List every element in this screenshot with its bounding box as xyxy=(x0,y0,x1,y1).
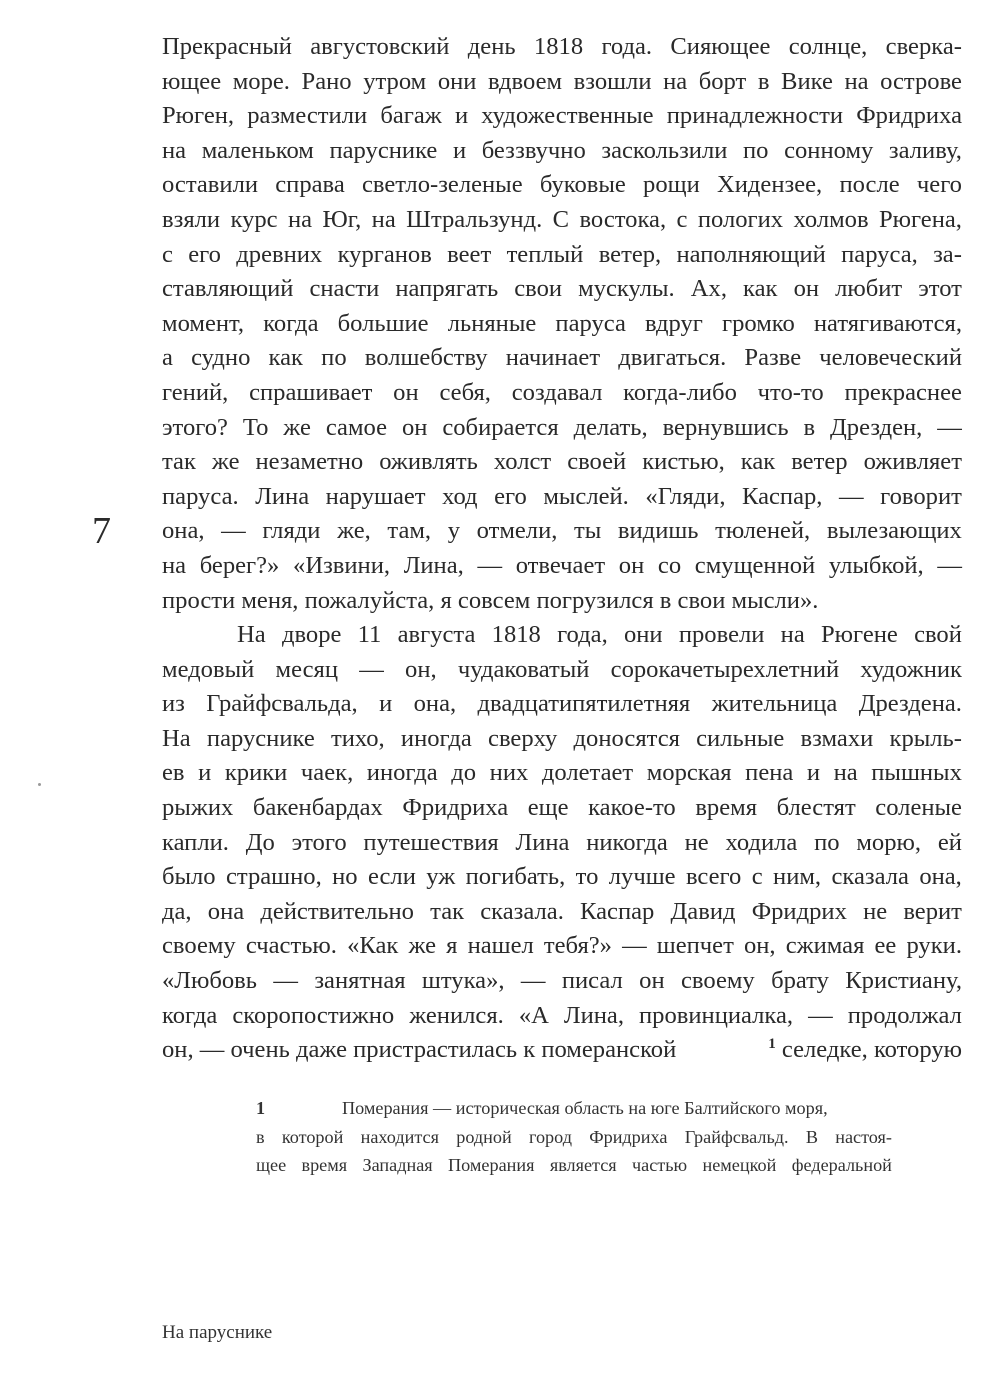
text-line: рыжих бакенбардах Фридриха еще какое-то время блестят соленые xyxy=(162,794,962,822)
text-line: ющее море. Рано утром они вдвоем взошли на борт в Вике на острове xyxy=(162,67,962,95)
text-line: оставили справа светло-зеленые буковые рощи Хидензее, после чего xyxy=(162,171,962,199)
text-line: На паруснике тихо, иногда сверху доносятся сильные взмахи крыль- xyxy=(162,724,962,752)
text-line: она, — гляди же, там, у отмели, ты видишь тюленей, вылезающих xyxy=(162,517,962,545)
text-line: Рюген, разместили багаж и художественные принадлежности Фридриха xyxy=(162,102,962,130)
text-line: а судно как по волшебству начинает двигаться. Разве человеческий xyxy=(162,344,962,372)
text-line: взяли курс на Юг, на Штральзунд. С востока, с пологих холмов Рюгена, xyxy=(162,205,962,233)
text-line: Прекрасный августовский день 1818 года. Сияющее солнце, сверка- xyxy=(162,33,962,60)
text-line: когда скоропостижно женился. «А Лина, провинциалка, — продолжал xyxy=(162,1001,962,1029)
footnote-first-line xyxy=(256,1094,892,1123)
text-line: было страшно, но если уж погибать, то лучше всего с ним, сказала она, xyxy=(162,863,962,891)
footnote-lines xyxy=(256,1123,892,1180)
running-footer: На паруснике xyxy=(162,1322,273,1343)
text-line: На дворе 11 августа 1818 года, они провели на Рюгене свой xyxy=(237,621,962,649)
text-line: так же незаметно оживлять холст своей кистью, как ветер оживляет xyxy=(162,448,962,476)
text-line: из Грайфсвальда, и она, двадцатипятилетняя жительница Дрездена. xyxy=(162,690,962,718)
text-line: своему счастью. «Как же я нашел тебя?» — шепчет он, сжимая ее руки. xyxy=(162,932,962,960)
final-line-after-ref: селедке, которую xyxy=(781,1036,962,1064)
text-line: гений, спрашивает он себя, создавал когда-либо что-то прекраснее xyxy=(162,378,962,406)
final-line-after-wrap xyxy=(768,1033,962,1068)
text-line: с его древних курганов веет теплый ветер, наполняющий паруса, за- xyxy=(162,240,962,268)
text-line: медовый месяц — он, чудаковатый сорокачетырехлетний художник xyxy=(162,655,962,683)
footnote xyxy=(256,1094,892,1180)
footnote-number: 1 xyxy=(256,1098,266,1118)
final-line-before-ref: он, — очень даже пристрастилась к померанской xyxy=(162,1036,677,1064)
text-line: этого? То же самое он собирается делать, вернувшись в Дрезден, — xyxy=(162,413,962,441)
text-line: ев и крики чаек, иногда до них долетает морская пена и на пышных xyxy=(162,759,962,787)
text-line: паруса. Лина нарушает ход его мыслей. «Гляди, Каспар, — говорит xyxy=(162,482,962,510)
margin-speck xyxy=(38,783,41,786)
text-line: момент, когда большие льняные паруса вдруг громко натягиваются, xyxy=(162,309,962,337)
footnote-line: щее время Западная Померания является частью немецкой федеральной xyxy=(256,1155,892,1175)
text-line: да, она действительно так сказала. Каспар Давид Фридрих не верит xyxy=(162,897,962,925)
page-number: 7 xyxy=(92,510,111,552)
footnote-line: в которой находится родной город Фридриха Грайфсвальд. В настоя- xyxy=(256,1126,892,1147)
paragraph-2 xyxy=(162,618,962,1033)
text-line: капли. До этого путешествия Лина никогда не ходила по морю, ей xyxy=(162,828,962,856)
text-line: на берег?» «Извини, Лина, — отвечает он со смущенной улыбкой, — xyxy=(162,551,962,579)
text-line: на маленьком паруснике и беззвучно заскользили по сонному заливу, xyxy=(162,136,962,164)
text-line: прости меня, пожалуйста, я совсем погрузился в свои мысли». xyxy=(162,586,819,614)
footnote-first-text: Померания — историческая область на юге Балтийского моря, xyxy=(342,1098,828,1118)
footnote-reference[interactable]: 1 xyxy=(768,1036,776,1053)
paragraph-2-final-line xyxy=(162,1033,962,1068)
paragraph-1 xyxy=(162,30,962,618)
text-line: ставляющий снасти напрягать свои мускулы. Ах, как он любит этот xyxy=(162,275,962,303)
text-line: «Любовь — занятная штука», — писал он своему брату Кристиану, xyxy=(162,967,962,995)
body-text xyxy=(162,30,962,1068)
